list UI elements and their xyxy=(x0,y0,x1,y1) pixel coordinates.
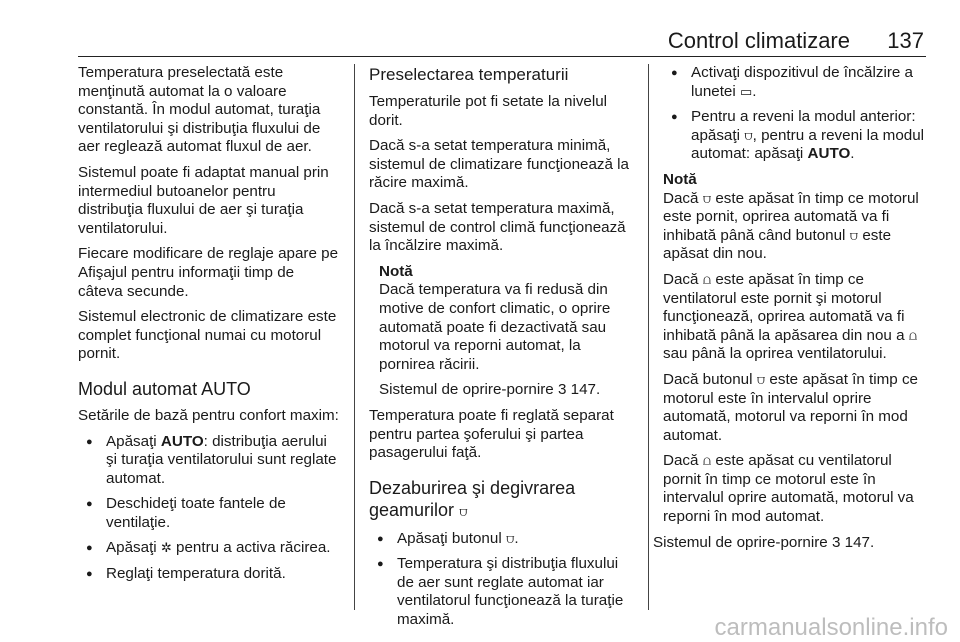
bullet-list xyxy=(663,64,927,164)
section-heading-auto: Modul automat AUTO xyxy=(78,378,251,399)
column-1 xyxy=(78,64,342,591)
list-item: ● Apăsaţi AUTO: distribuţia aerului şi turaţia ventilatorului sunt reglate automat. xyxy=(78,433,342,489)
watermark: carmanualsonline.info xyxy=(714,614,948,641)
snowflake-icon: ✲ xyxy=(160,540,172,556)
fan-icon: ⩍ xyxy=(908,327,918,343)
paragraph: Sistemul electronic de climatizare este complet funcţional numai cu motorul pornit. xyxy=(78,308,337,363)
page-number: 137 xyxy=(887,28,924,53)
paragraph: Sistemul poate fi adaptat manual prin intermediul butoanelor pentru distribuţia fluxului de aer şi turaţia ventilatorului. xyxy=(78,163,329,237)
note-label: Notă xyxy=(663,170,697,188)
paragraph: Dacă s-a setat temperatura minimă, sistemul de climatizare funcţionează la răcire maximă. xyxy=(369,137,629,192)
note-text: Dacă temperatura va fi redusă din motive de confort climatic, o oprire automată poate fi dezactivată sau motorul va reporni automat, la pornirea răcirii. xyxy=(379,281,611,373)
note-label: Notă xyxy=(379,262,413,280)
paragraph: Setările de bază pentru confort maxim: xyxy=(78,406,339,424)
note-block xyxy=(369,263,633,400)
paragraph: Temperatura poate fi reglată separat pentru partea şoferului şi partea pasagerului faţă. xyxy=(369,406,614,462)
auto-label: AUTO xyxy=(807,145,851,163)
note-text: Dacă butonul ⩌ este apăsat în timp ce motorul este în intervalul oprire automată, motorul va reporni în mod automat. xyxy=(663,370,918,444)
list-item: ● Temperatura şi distribuţia fluxului de aer sunt reglate automat iar ventilatorul funcţionează la turaţie maximă. xyxy=(369,555,633,629)
note-block xyxy=(663,171,927,527)
paragraph: Dacă s-a setat temperatura maximă, sistemul de control climă funcţionează la încălzire maximă. xyxy=(369,199,626,255)
bullet-list xyxy=(369,530,633,630)
note-text: Dacă ⩍ este apăsat în timp ce ventilatorul este pornit şi motorul funcţionează, oprirea automată va fi inhibată până la apăsarea din nou a ⩍ sau până la oprirea ventilatorului. xyxy=(663,270,918,363)
windshield-defrost-icon: ⩌ xyxy=(459,503,468,519)
windshield-defrost-icon: ⩌ xyxy=(702,190,712,206)
note-text: Sistemul de oprire-pornire 3 147. xyxy=(379,381,601,399)
windshield-defrost-icon: ⩌ xyxy=(744,127,753,143)
column-divider-1 xyxy=(354,64,355,610)
fan-icon: ⩍ xyxy=(702,453,712,469)
section-heading-preselect: Preselectarea temperaturii xyxy=(369,65,569,84)
list-item: ● Activaţi dispozitivul de încălzire a lunetei ▭. xyxy=(663,64,927,101)
paragraph: Fiecare modificare de reglaje apare pe Afişajul pentru informaţii timp de câteva secunde. xyxy=(78,245,339,300)
windshield-defrost-icon: ⩌ xyxy=(505,530,515,546)
column-3 xyxy=(653,64,927,559)
windshield-defrost-icon: ⩌ xyxy=(756,371,766,387)
auto-label: AUTO xyxy=(160,432,204,450)
list-item: ● Apăsaţi butonul ⩌. xyxy=(369,530,633,549)
list-item: ● Apăsaţi ✲ pentru a activa răcirea. xyxy=(78,539,342,558)
page-header xyxy=(78,26,926,57)
list-item: ● Reglaţi temperatura dorită. xyxy=(78,565,342,584)
note-text: Dacă ⩌ este apăsat în timp ce motorul este pornit, oprirea automată va fi inhibată până când butonul ⩌ este apăsat din nou. xyxy=(663,189,919,263)
note-text: Dacă ⩍ este apăsat cu ventilatorul pornit în timp ce motorul este în intervalul oprire automată, motorul va reporni în mod automat. xyxy=(663,452,914,526)
fan-icon: ⩍ xyxy=(702,271,712,287)
paragraph: Sistemul de oprire-pornire 3 147. xyxy=(653,533,875,551)
bullet-list xyxy=(78,433,342,584)
column-divider-2 xyxy=(648,64,649,610)
list-item: ● Pentru a reveni la modul anterior: apăsaţi ⩌, pentru a reveni la modul automat: apăsaţi AUTO. xyxy=(663,108,927,164)
page-title: Control climatizare xyxy=(667,28,850,53)
paragraph: Temperaturile pot fi setate la nivelul dorit. xyxy=(369,93,608,129)
rear-window-heater-icon: ▭ xyxy=(739,83,753,99)
column-2 xyxy=(369,64,633,637)
windshield-defrost-icon: ⩌ xyxy=(849,227,859,243)
list-item: ● Deschideţi toate fantele de ventilaţie. xyxy=(78,495,342,532)
paragraph: Temperatura preselectată este menţinută automat la o valoare constantă. În modul automat, turaţia ventilatorului şi distribuţia fluxului de aer reglează automat fluxul de aer. xyxy=(78,64,321,156)
section-heading-defrost: Dezaburirea şi degivrarea geamurilor ⩌ xyxy=(369,477,633,523)
